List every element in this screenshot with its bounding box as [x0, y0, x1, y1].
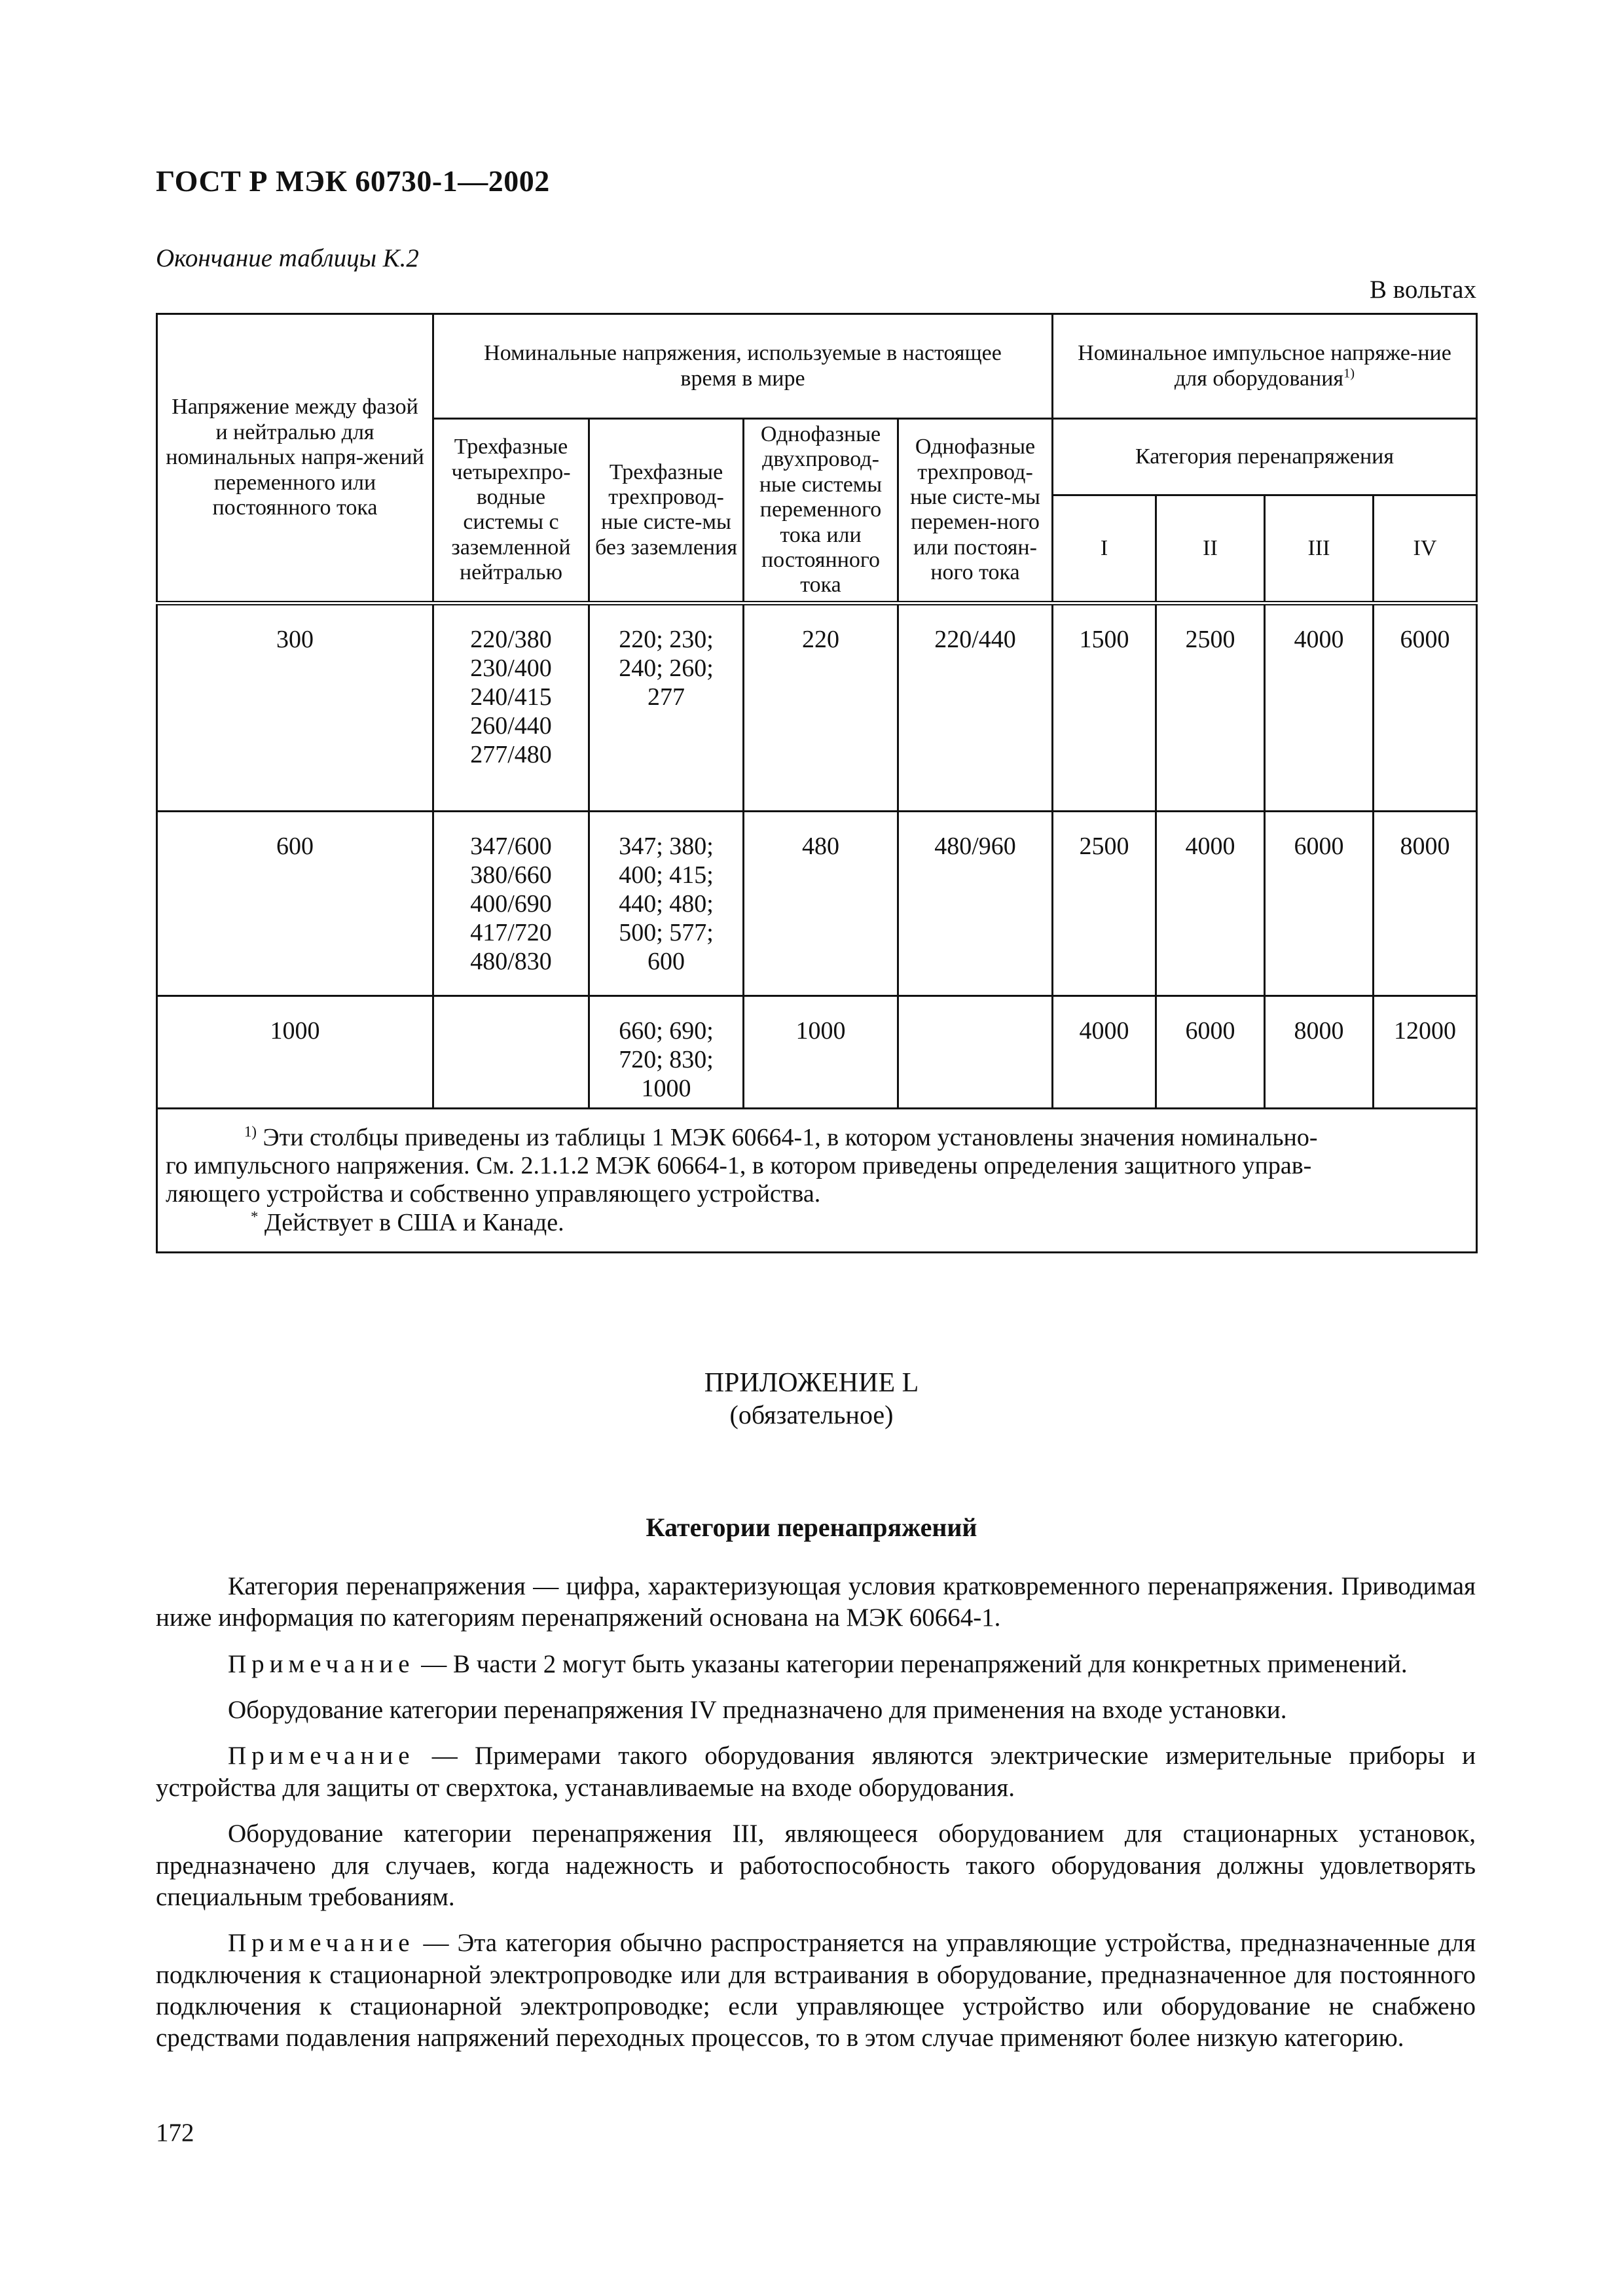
cell-cat-1: 2500: [1053, 811, 1156, 996]
value-line: 347; 380;: [619, 832, 714, 860]
footnote-ref: 1): [1343, 366, 1355, 381]
value-line: 230/400: [470, 654, 552, 682]
cell-cat-2: 2500: [1156, 603, 1265, 811]
value-line: 277/480: [470, 741, 552, 769]
header-impulse-text: Номинальное импульсное напряже-ние для оборудования: [1078, 341, 1451, 391]
value-line: 400; 415;: [619, 861, 714, 889]
footnote-text: Эти столбцы приведены из таблицы 1 МЭК 60664-1, в котором установлены значения номинально-: [263, 1123, 1318, 1151]
cell-three-wire: [589, 811, 744, 996]
note-text: — Эта категория обычно распространяется на управляющие устройства, предназначенные для подключения к стационарной электропроводке или для встраивания в оборудование, предназначенное для постоянного подключения к стационарной электропроводке; если управляющее устройство или оборудование не снабжено средствами подавления напряжений переходных процессов, то в этом случае применяют более низкую категорию.: [156, 1929, 1476, 2053]
value-line: 277: [647, 683, 685, 711]
header-single-phase-two-wire: Однофазные двухпровод-ные системы переменного тока или постоянного тока: [744, 419, 898, 603]
header-three-phase-three-wire: Трехфазные трехпровод-ные систе-мы без заземления: [589, 419, 744, 603]
table-footnote-row: [157, 1108, 1477, 1252]
cell-cat-3: 8000: [1265, 996, 1374, 1108]
value-line: 220/380: [470, 625, 552, 653]
note-paragraph: [156, 1928, 1476, 2054]
header-single-phase-three-wire: Однофазные трехпровод-ные систе-мы перемен-ного или постоян-ного тока: [898, 419, 1053, 603]
value-line: 660; 690;: [619, 1016, 714, 1045]
note-paragraph: [156, 1649, 1476, 1680]
value-line: 240; 260;: [619, 654, 714, 682]
footnote-line: го импульсного напряжения. См. 2.1.1.2 МЭК 60664-1, в котором приведены определения защитного управ-: [166, 1152, 1312, 1180]
header-voltage-between: Напряжение между фазой и нейтралью для номинальных напря-жений переменного или постоянного тока: [157, 314, 433, 603]
value-line: 440; 480;: [619, 890, 714, 918]
paragraph: Оборудование категории перенапряжения III, являющееся оборудованием для стационарных установок, предназначено для случаев, когда надежность и работоспособность такого оборудования должны удовлетворять специальным требованиям.: [156, 1820, 1476, 1911]
value-line: 380/660: [470, 861, 552, 889]
footnote-line: [166, 1124, 1468, 1152]
cell-cat-3: 4000: [1265, 603, 1374, 811]
cell-cat-2: 4000: [1156, 811, 1265, 996]
cell-two-wire: 480: [744, 811, 898, 996]
value-line: 720; 830;: [619, 1045, 714, 1073]
cell-cat-2: 6000: [1156, 996, 1265, 1108]
value-line: 220; 230;: [619, 625, 714, 653]
appendix-title: ПРИЛОЖЕНИЕ L: [704, 1368, 919, 1398]
cell-cat-4: 8000: [1374, 811, 1477, 996]
header-three-phase-four-wire: Трехфазные четырехпро-водные системы с заземленной нейтралью: [433, 419, 589, 603]
cell-single-three-wire: 480/960: [898, 811, 1053, 996]
cell-cat-3: 6000: [1265, 811, 1374, 996]
page-number: 172: [156, 2119, 194, 2147]
cell-cat-1: 1500: [1053, 603, 1156, 811]
note-label: Примечание: [228, 1649, 415, 1678]
header-cat-4: IV: [1374, 495, 1477, 603]
cell-cat-4: 12000: [1374, 996, 1477, 1108]
note-text: — В части 2 могут быть указаны категории перенапряжений для конкретных применений.: [421, 1649, 1408, 1678]
value-line: 240/415: [470, 683, 552, 711]
appendix-subtitle: (обязательное): [729, 1400, 894, 1429]
value-line: 500; 577;: [619, 919, 714, 947]
table-caption: Окончание таблицы К.2: [156, 244, 419, 272]
cell-two-wire: 220: [744, 603, 898, 811]
value-line: 600: [647, 948, 685, 976]
value-line: 417/720: [470, 919, 552, 947]
paragraph: Категория перенапряжения — цифра, характеризующая условия кратковременного перенапряжения. Приводимая ниже информация по категориям перенапряжений основана на МЭК 60664-1.: [156, 1572, 1476, 1632]
cell-voltage: 1000: [157, 996, 433, 1108]
header-category-group: Категория перенапряжения: [1053, 419, 1477, 495]
document-code: ГОСТ Р МЭК 60730-1—2002: [156, 164, 550, 198]
body-text: [156, 1571, 1476, 2069]
header-nominal-group: Номинальные напряжения, используемые в настоящее время в мире: [433, 314, 1053, 419]
table-row: [157, 811, 1477, 996]
note-paragraph: [156, 1740, 1476, 1804]
header-cat-3: III: [1265, 495, 1374, 603]
value-line: 480/830: [470, 948, 552, 976]
note-label: Примечание: [228, 1742, 415, 1770]
cell-four-wire: [433, 603, 589, 811]
footnote-text: Действует в США и Канаде.: [264, 1208, 564, 1236]
header-impulse-group: [1053, 314, 1477, 419]
table-row: [157, 603, 1477, 811]
cell-cat-4: 6000: [1374, 603, 1477, 811]
cell-four-wire: [433, 811, 589, 996]
footnote-star: *: [251, 1208, 259, 1225]
cell-cat-1: 4000: [1053, 996, 1156, 1108]
value-line: 1000: [641, 1075, 691, 1102]
cell-three-wire: [589, 996, 744, 1108]
cell-three-wire: [589, 603, 744, 811]
table-row: [157, 996, 1477, 1108]
value-line: 260/440: [470, 712, 552, 740]
voltage-table: [156, 313, 1478, 1253]
cell-four-wire: [433, 996, 589, 1108]
cell-two-wire: 1000: [744, 996, 898, 1108]
table-footnote: [157, 1108, 1477, 1252]
header-cat-2: II: [1156, 495, 1265, 603]
cell-voltage: 600: [157, 811, 433, 996]
units-label: В вольтах: [1370, 276, 1476, 304]
value-line: 347/600: [470, 832, 552, 860]
footnote-line: [166, 1209, 1468, 1237]
footnote-marker: 1): [244, 1123, 257, 1140]
cell-single-three-wire: [898, 996, 1053, 1108]
cell-single-three-wire: 220/440: [898, 603, 1053, 811]
footnote-line: ляющего устройства и собственно управляющего устройства.: [166, 1180, 821, 1208]
header-cat-1: I: [1053, 495, 1156, 603]
note-text: — Примерами такого оборудования являются электрические измерительные приборы и устройства для защиты от сверхтока, устанавливаемые на входе оборудования.: [156, 1742, 1476, 1802]
note-label: Примечание: [228, 1929, 415, 1958]
value-line: 400/690: [470, 890, 552, 918]
cell-voltage: 300: [157, 603, 433, 811]
paragraph: Оборудование категории перенапряжения IV предназначено для применения на входе установки.: [228, 1696, 1287, 1725]
section-title: Категории перенапряжений: [646, 1513, 977, 1542]
